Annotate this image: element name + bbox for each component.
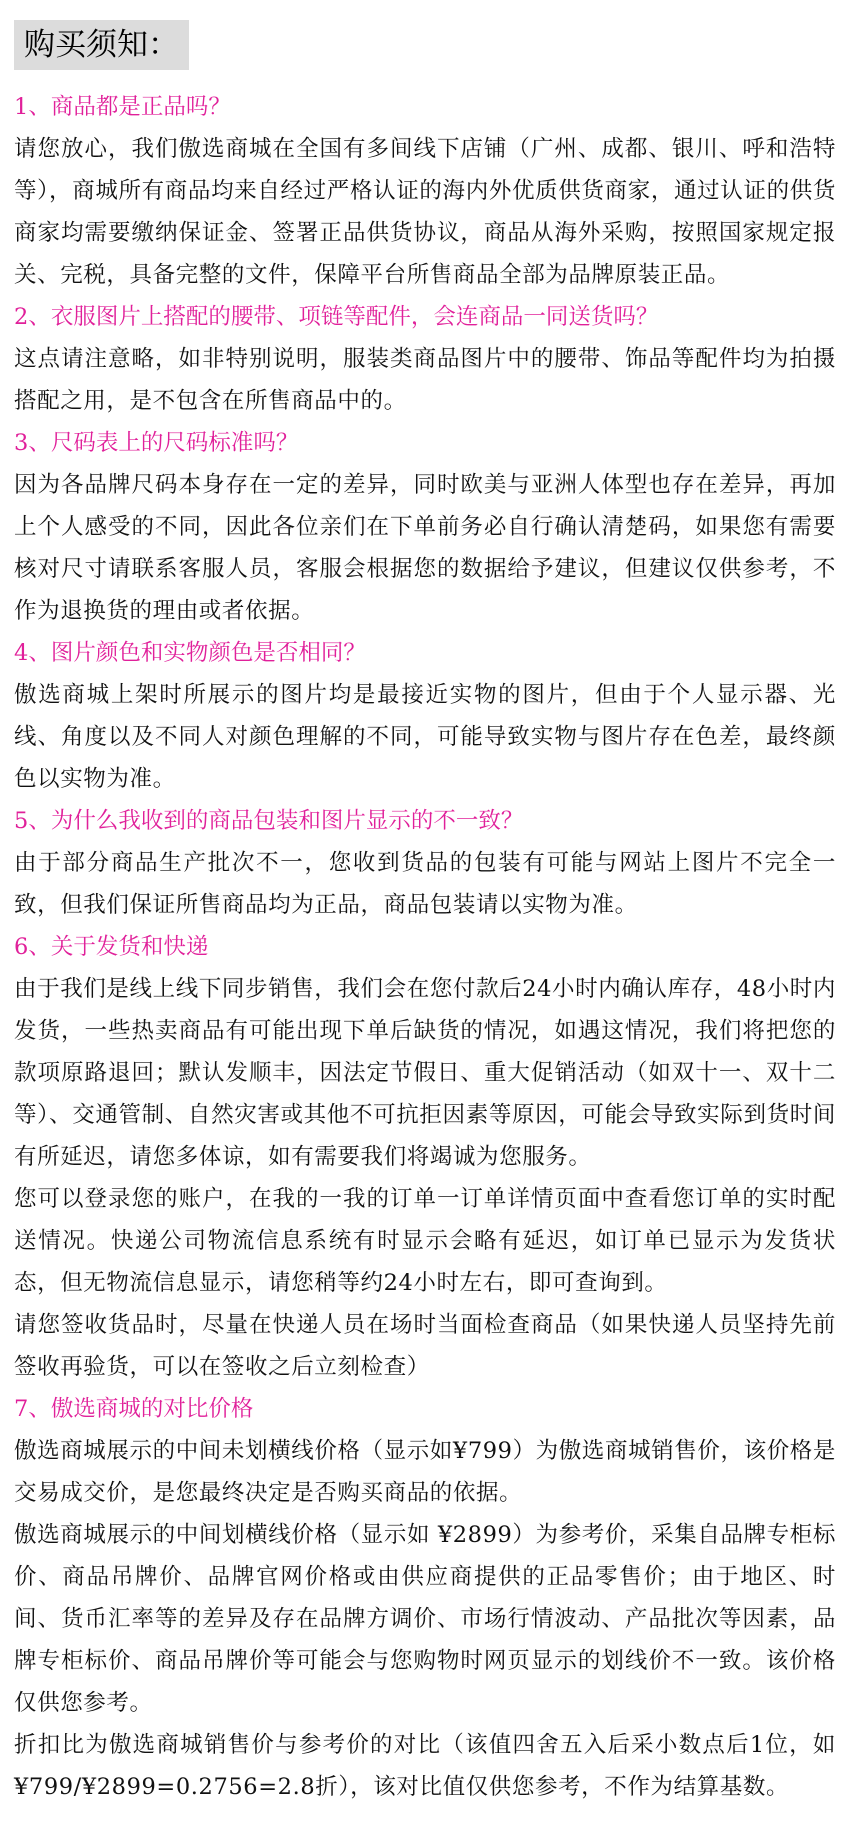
faq-section [14, 86, 836, 296]
faq-answer-paragraph: 傲选商城展示的中间划横线价格（显示如 ¥2899）为参考价，采集自品牌专柜标价、商品吊牌价、品牌官网价格或由供应商提供的正品零售价；由于地区、时间、货币汇率等的差异及存在品牌方调价、市场行情波动、产品批次等因素，品牌专柜标价、商品吊牌价等可能会与您购物时网页显示的划线价不一致。该价格仅供您参考。 [14, 1522, 836, 1716]
faq-section [14, 800, 836, 926]
faq-section [14, 1388, 836, 1808]
faq-answer-paragraph: 由于我们是线上线下同步销售，我们会在您付款后24小时内确认库存，48小时内发货，一些热卖商品有可能出现下单后缺货的情况，如遇这情况，我们将把您的款项原路退回；默认发顺丰，因法定节假日、重大促销活动（如双十一、双十二等）、交通管制、自然灾害或其他不可抗拒因素等原因，可能会导致实际到货时间有所延迟，请您多体谅，如有需要我们将竭诚为您服务。 [14, 976, 836, 1170]
faq-question: 5、为什么我收到的商品包装和图片显示的不一致？ [14, 808, 524, 834]
faq-question: 1、商品都是正品吗？ [14, 94, 231, 120]
faq-section [14, 632, 836, 800]
faq-answer-paragraph: 傲选商城上架时所展示的图片均是最接近实物的图片，但由于个人显示器、光线、角度以及不同人对颜色理解的不同，可能导致实物与图片存在色差，最终颜色以实物为准。 [14, 682, 836, 792]
faq-question: 3、尺码表上的尺码标准吗？ [14, 430, 299, 456]
page-title: 购买须知： [14, 20, 189, 70]
faq-section [14, 926, 836, 1388]
faq-question: 6、关于发货和快递 [14, 934, 209, 960]
faq-answer-paragraph: 请您放心，我们傲选商城在全国有多间线下店铺（广州、成都、银川、呼和浩特等），商城所有商品均来自经过严格认证的海内外优质供货商家，通过认证的供货商家均需要缴纳保证金、签署正品供货协议，商品从海外采购，按照国家规定报关、完税，具备完整的文件，保障平台所售商品全部为品牌原装正品。 [14, 136, 836, 288]
faq-question: 7、傲选商城的对比价格 [14, 1396, 254, 1422]
faq-section [14, 296, 836, 422]
faq-answer-paragraph: 您可以登录您的账户，在我的一我的订单一订单详情页面中查看您订单的实时配送情况。快递公司物流信息系统有时显示会略有延迟，如订单已显示为发货状态，但无物流信息显示，请您稍等约24小时左右，即可查询到。 [14, 1186, 836, 1296]
faq-sections [14, 86, 836, 1808]
faq-question: 4、图片颜色和实物颜色是否相同？ [14, 640, 366, 666]
faq-answer-paragraph: 因为各品牌尺码本身存在一定的差异，同时欧美与亚洲人体型也存在差异，再加上个人感受的不同，因此各位亲们在下单前务必自行确认清楚码，如果您有需要核对尺寸请联系客服人员，客服会根据您的数据给予建议，但建议仅供参考，不作为退换货的理由或者依据。 [14, 472, 836, 624]
faq-answer-paragraph: 折扣比为傲选商城销售价与参考价的对比（该值四舍五入后采小数点后1位，如¥799/¥2899=0.2756=2.8折），该对比值仅供您参考，不作为结算基数。 [14, 1732, 836, 1800]
faq-section [14, 422, 836, 632]
faq-answer-paragraph: 由于部分商品生产批次不一，您收到货品的包装有可能与网站上图片不完全一致，但我们保证所售商品均为正品，商品包装请以实物为准。 [14, 850, 836, 918]
faq-answer-paragraph: 请您签收货品时，尽量在快递人员在场时当面检查商品（如果快递人员坚持先前签收再验货，可以在签收之后立刻检查） [14, 1312, 836, 1380]
faq-answer-paragraph: 傲选商城展示的中间未划横线价格（显示如¥799）为傲选商城销售价，该价格是交易成交价，是您最终决定是否购买商品的依据。 [14, 1438, 836, 1506]
faq-answer-paragraph: 这点请注意略，如非特别说明，服装类商品图片中的腰带、饰品等配件均为拍摄搭配之用，是不包含在所售商品中的。 [14, 346, 836, 414]
faq-question: 2、衣服图片上搭配的腰带、项链等配件，会连商品一同送货吗？ [14, 304, 659, 330]
